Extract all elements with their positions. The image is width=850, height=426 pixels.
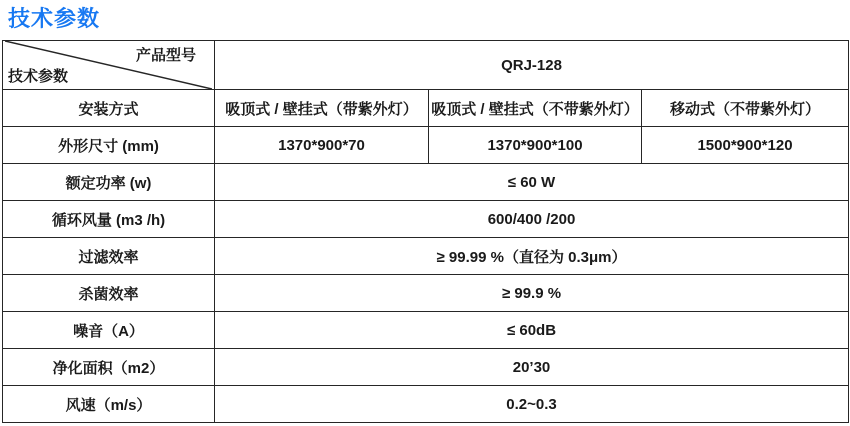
param-value: ≤ 60 W	[215, 164, 849, 201]
param-value: 吸顶式 / 壁挂式（带紫外灯）	[215, 90, 429, 127]
param-value: ≥ 99.99 %（直径为 0.3μm）	[215, 238, 849, 275]
table-row	[3, 90, 849, 127]
table-row	[3, 312, 849, 349]
corner-label-params: 技术参数	[8, 68, 69, 85]
param-label: 外形尺寸 (mm)	[3, 127, 215, 164]
param-label: 安装方式	[3, 90, 215, 127]
param-value: 1500*900*120	[642, 127, 849, 164]
param-value: 1370*900*100	[429, 127, 642, 164]
param-value: 0.2~0.3	[215, 386, 849, 423]
spec-table	[2, 40, 849, 423]
table-row	[3, 238, 849, 275]
corner-label-model: 产品型号	[135, 47, 196, 64]
param-value: ≤ 60dB	[215, 312, 849, 349]
diagonal-corner-cell	[3, 41, 215, 90]
param-label: 风速（m/s）	[3, 386, 215, 423]
table-row	[3, 164, 849, 201]
table-row	[3, 127, 849, 164]
param-value: ≥ 99.9 %	[215, 275, 849, 312]
param-label: 过滤效率	[3, 238, 215, 275]
param-label: 额定功率 (w)	[3, 164, 215, 201]
table-header-row	[3, 41, 849, 90]
table-row	[3, 386, 849, 423]
table-row	[3, 201, 849, 238]
param-label: 噪音（A）	[3, 312, 215, 349]
param-value: 吸顶式 / 壁挂式（不带紫外灯）	[429, 90, 642, 127]
param-label: 循环风量 (m3 /h)	[3, 201, 215, 238]
param-value: 1370*900*70	[215, 127, 429, 164]
table-row	[3, 275, 849, 312]
table-row	[3, 349, 849, 386]
model-cell: QRJ-128	[215, 41, 849, 90]
param-value: 移动式（不带紫外灯）	[642, 90, 849, 127]
param-label: 杀菌效率	[3, 275, 215, 312]
param-value: 600/400 /200	[215, 201, 849, 238]
param-value: 20’30	[215, 349, 849, 386]
page-title: 技术参数	[8, 6, 101, 31]
param-label: 净化面积（m2）	[3, 349, 215, 386]
